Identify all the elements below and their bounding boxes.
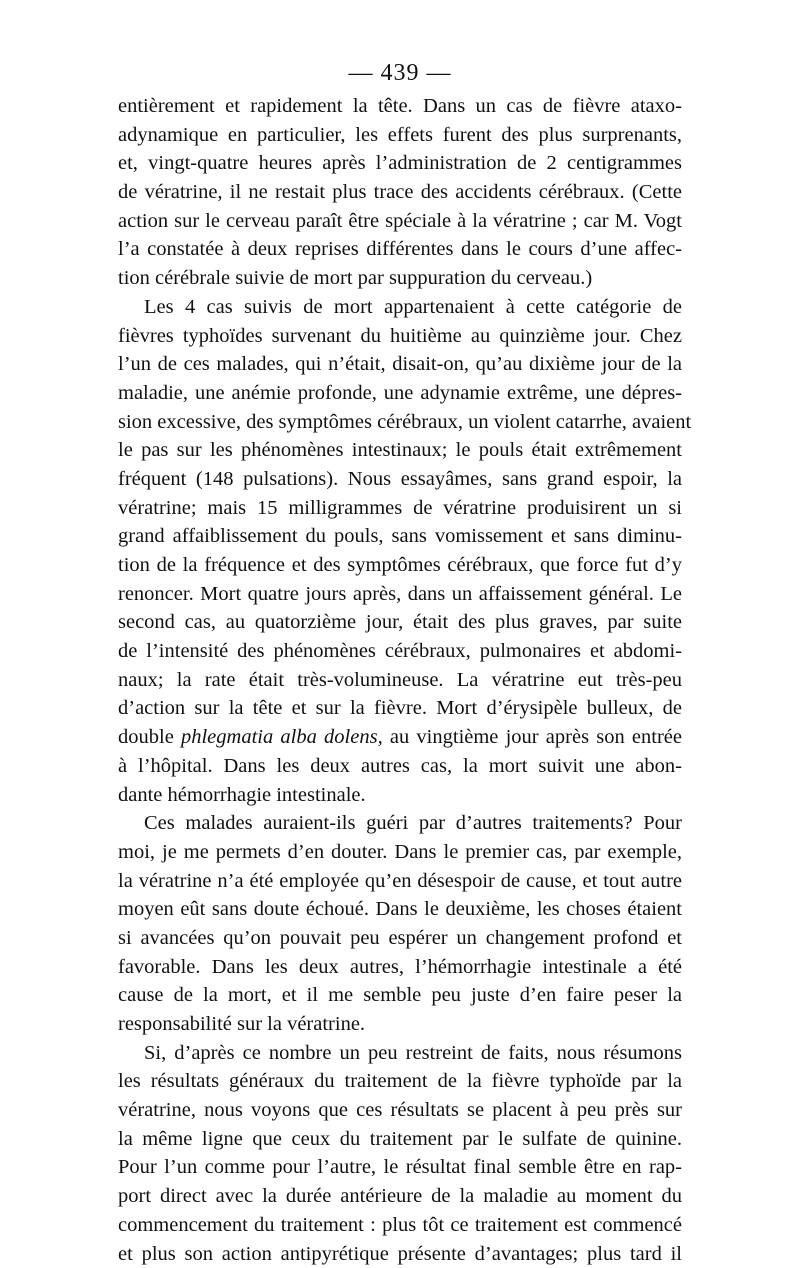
text-line: commencement du traitement : plus tôt ce traitement est commencé bbox=[118, 1211, 682, 1240]
text-segment: double bbox=[118, 726, 181, 748]
text-line: fréquent (148 pulsations). Nous essayâmes, sans grand espoir, la bbox=[118, 465, 682, 494]
text-line: grand affaiblissement du pouls, sans vomissement et sans diminu- bbox=[118, 522, 682, 551]
text-line: la vératrine n’a été employée qu’en désespoir de cause, et tout autre bbox=[118, 867, 682, 896]
text-line: port direct avec la durée antérieure de la maladie au moment du bbox=[118, 1182, 682, 1211]
text-line: favorable. Dans les deux autres, l’hémorrhagie intestinale a été bbox=[118, 953, 682, 982]
text-line: dante hémorrhagie intestinale. bbox=[118, 781, 682, 810]
text-line: si avancées qu’on pouvait peu espérer un changement profond et bbox=[118, 924, 682, 953]
text-line: cause de la mort, et il me semble peu juste d’en faire peser la bbox=[118, 981, 682, 1010]
text-line: de l’intensité des phénomènes cérébraux, pulmonaires et abdomi- bbox=[118, 637, 682, 666]
text-line: les résultats généraux du traitement de la fièvre typhoïde par la bbox=[118, 1067, 682, 1096]
paragraph-start-line: Si, d’après ce nombre un peu restreint de faits, nous résumons bbox=[118, 1039, 682, 1068]
text-line: vératrine; mais 15 milligrammes de vératrine produisirent un si bbox=[118, 494, 682, 523]
text-line: action sur le cerveau paraît être spéciale à la vératrine ; car M. Vogt bbox=[118, 207, 682, 236]
text-line: et, vingt-quatre heures après l’administration de 2 centigrammes bbox=[118, 149, 682, 178]
text-line: d’action sur la tête et sur la fièvre. Mort d’érysipèle bulleux, de bbox=[118, 694, 682, 723]
text-line: tion cérébrale suivie de mort par suppuration du cerveau.) bbox=[118, 264, 682, 293]
text-line: tion de la fréquence et des symptômes cérébraux, que force fut d’y bbox=[118, 551, 682, 580]
text-line: renoncer. Mort quatre jours après, dans un affaissement général. Le bbox=[118, 580, 682, 609]
text-line: de vératrine, il ne restait plus trace des accidents cérébraux. (Cette bbox=[118, 178, 682, 207]
text-line: responsabilité sur la vératrine. bbox=[118, 1010, 682, 1039]
text-line: l’a constatée à deux reprises différentes dans le cours d’une affec- bbox=[118, 235, 682, 264]
text-line: sion excessive, des symptômes cérébraux, un violent catarrhe, avaient bbox=[118, 408, 682, 437]
paragraph-start-line: Ces malades auraient-ils guéri par d’autres traitements? Pour bbox=[118, 809, 682, 838]
text-line: fièvres typhoïdes survenant du huitième au quinzième jour. Chez bbox=[118, 322, 682, 351]
text-line: le pas sur les phénomènes intestinaux; le pouls était extrêmement bbox=[118, 436, 682, 465]
paragraph-start-line: Les 4 cas suivis de mort appartenaient à cette catégorie de bbox=[118, 293, 682, 322]
text-line: naux; la rate était très-volumineuse. La vératrine eut très-peu bbox=[118, 666, 682, 695]
text-line bbox=[118, 723, 682, 752]
text-line: vératrine, nous voyons que ces résultats se placent à peu près sur bbox=[118, 1096, 682, 1125]
text-line: l’un de ces malades, qui n’était, disait-on, qu’au dixième jour de la bbox=[118, 350, 682, 379]
italic-term: phlegmatia alba dolens, bbox=[181, 726, 383, 748]
text-line: à l’hôpital. Dans les deux autres cas, la mort suivit une abon- bbox=[118, 752, 682, 781]
text-line: maladie, une anémie profonde, une adynamie extrême, une dépres- bbox=[118, 379, 682, 408]
page-number: — 439 — bbox=[0, 60, 800, 87]
text-line: adynamique en particulier, les effets furent des plus surprenants, bbox=[118, 121, 682, 150]
text-line: et plus son action antipyrétique présente d’avantages; plus tard il bbox=[118, 1240, 682, 1268]
text-line: second cas, au quatorzième jour, était des plus graves, par suite bbox=[118, 608, 682, 637]
text-line: la même ligne que ceux du traitement par le sulfate de quinine. bbox=[118, 1125, 682, 1154]
text-line: moyen eût sans doute échoué. Dans le deuxième, les choses étaient bbox=[118, 895, 682, 924]
body-text bbox=[118, 92, 682, 1268]
text-line: Pour l’un comme pour l’autre, le résultat final semble être en rap- bbox=[118, 1153, 682, 1182]
text-segment: au vingtième jour après son entrée bbox=[383, 726, 682, 748]
text-line: moi, je me permets d’en douter. Dans le premier cas, par exemple, bbox=[118, 838, 682, 867]
text-line: entièrement et rapidement la tête. Dans un cas de fièvre ataxo- bbox=[118, 92, 682, 121]
